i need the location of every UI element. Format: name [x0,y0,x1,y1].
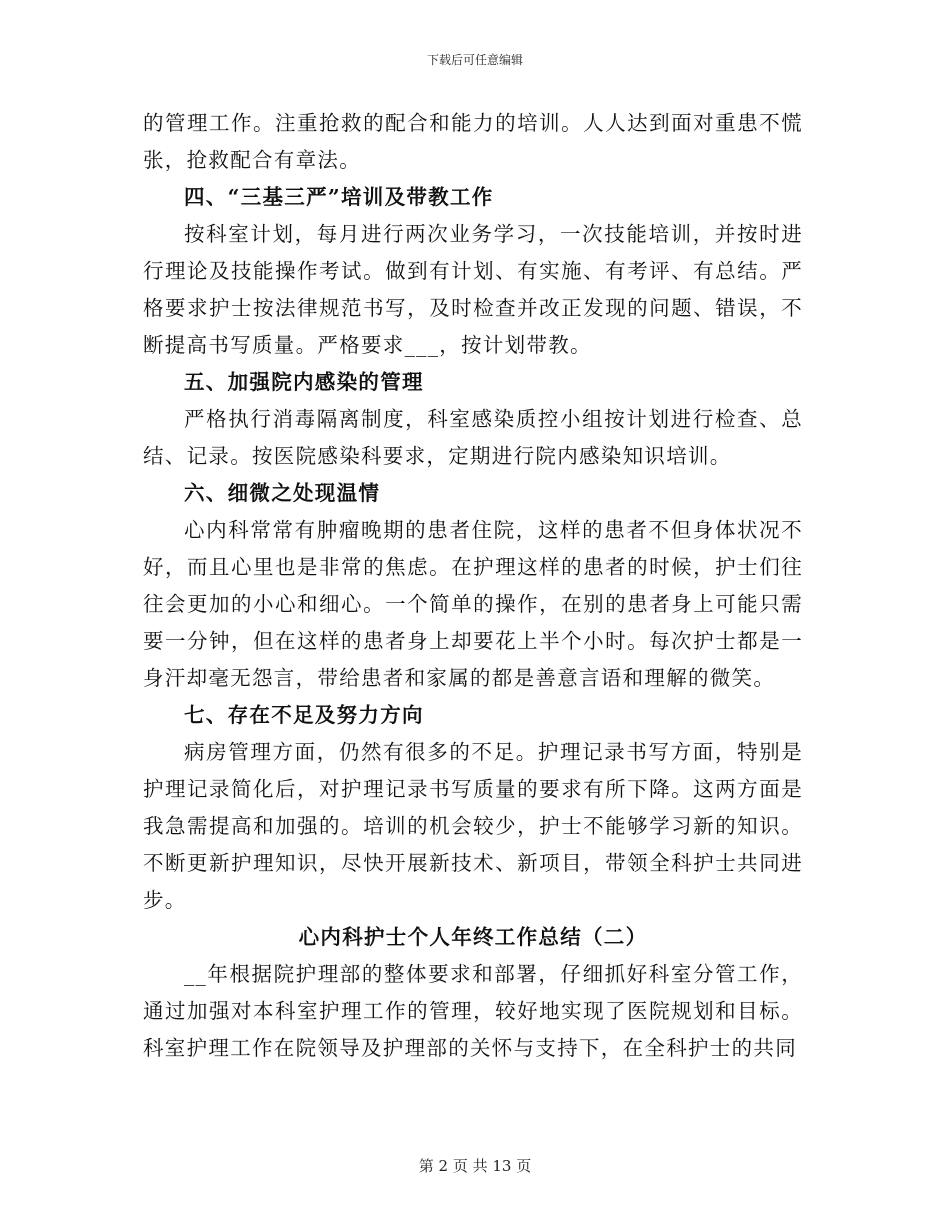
page-header: 下载后可任意编辑 [426,53,523,67]
page-number: 第 2 页 共 13 页 [418,1157,532,1175]
paragraph-continued: 的管理工作。注重抢救的配合和能力的培训。人人达到面对重患不慌张，抢救配合有章法。 [143,111,803,172]
section-heading-6: 六、细微之处现温情 [184,481,381,505]
paragraph-care: 心内科常常有肿瘤晚期的患者住院，这样的患者不但身体状况不好，而且心里也是非常的焦虑。在护理这样的患者的时候，护士们往往会更加的小心和细心。一个简单的操作，在别的患者身上可能只需要一分钟，但在这样的患者身上却要花上半个小时。每次护士都是一身汗却毫无怨言，带给患者和家属的都是善意言语和理解的微笑。 [143,518,803,690]
paragraph-infection-control: 严格执行消毒隔离制度，科室感染质控小组按计划进行检查、总结、记录。按医院感染科要求，定期进行院内感染知识培训。 [143,407,803,468]
section-heading-5: 五、加强院内感染的管理 [184,370,424,394]
paragraph-shortcomings: 病房管理方面，仍然有很多的不足。护理记录书写方面，特别是护理记录简化后，对护理记录书写质量的要求有所下降。这两方面是我急需提高和加强的。培训的机会较少，护士不能够学习新的知识。不断更新护理知识，尽快开展新技术、新项目，带领全科护士共同进步。 [143,740,803,912]
section-heading-7: 七、存在不足及努力方向 [184,703,424,727]
document-body [143,105,803,1067]
paragraph-summary-two: __年根据院护理部的整体要求和部署，仔细抓好科室分管工作，通过加强对本科室护理工作的管理，较好地实现了医院规划和目标。科室护理工作在院领导及护理部的关怀与支持下，在全科护士的共同 [143,962,803,1060]
document-subtitle: 心内科护士个人年终工作总结（二） [298,925,648,949]
section-heading-4: 四、“三基三严”培训及带教工作 [184,185,494,209]
paragraph-training: 按科室计划，每月进行两次业务学习，一次技能培训，并按时进行理论及技能操作考试。做到有计划、有实施、有考评、有总结。严格要求护士按法律规范书写，及时检查并改正发现的问题、错误，不断提高书写质量。严格要求___，按计划带教。 [143,222,803,357]
